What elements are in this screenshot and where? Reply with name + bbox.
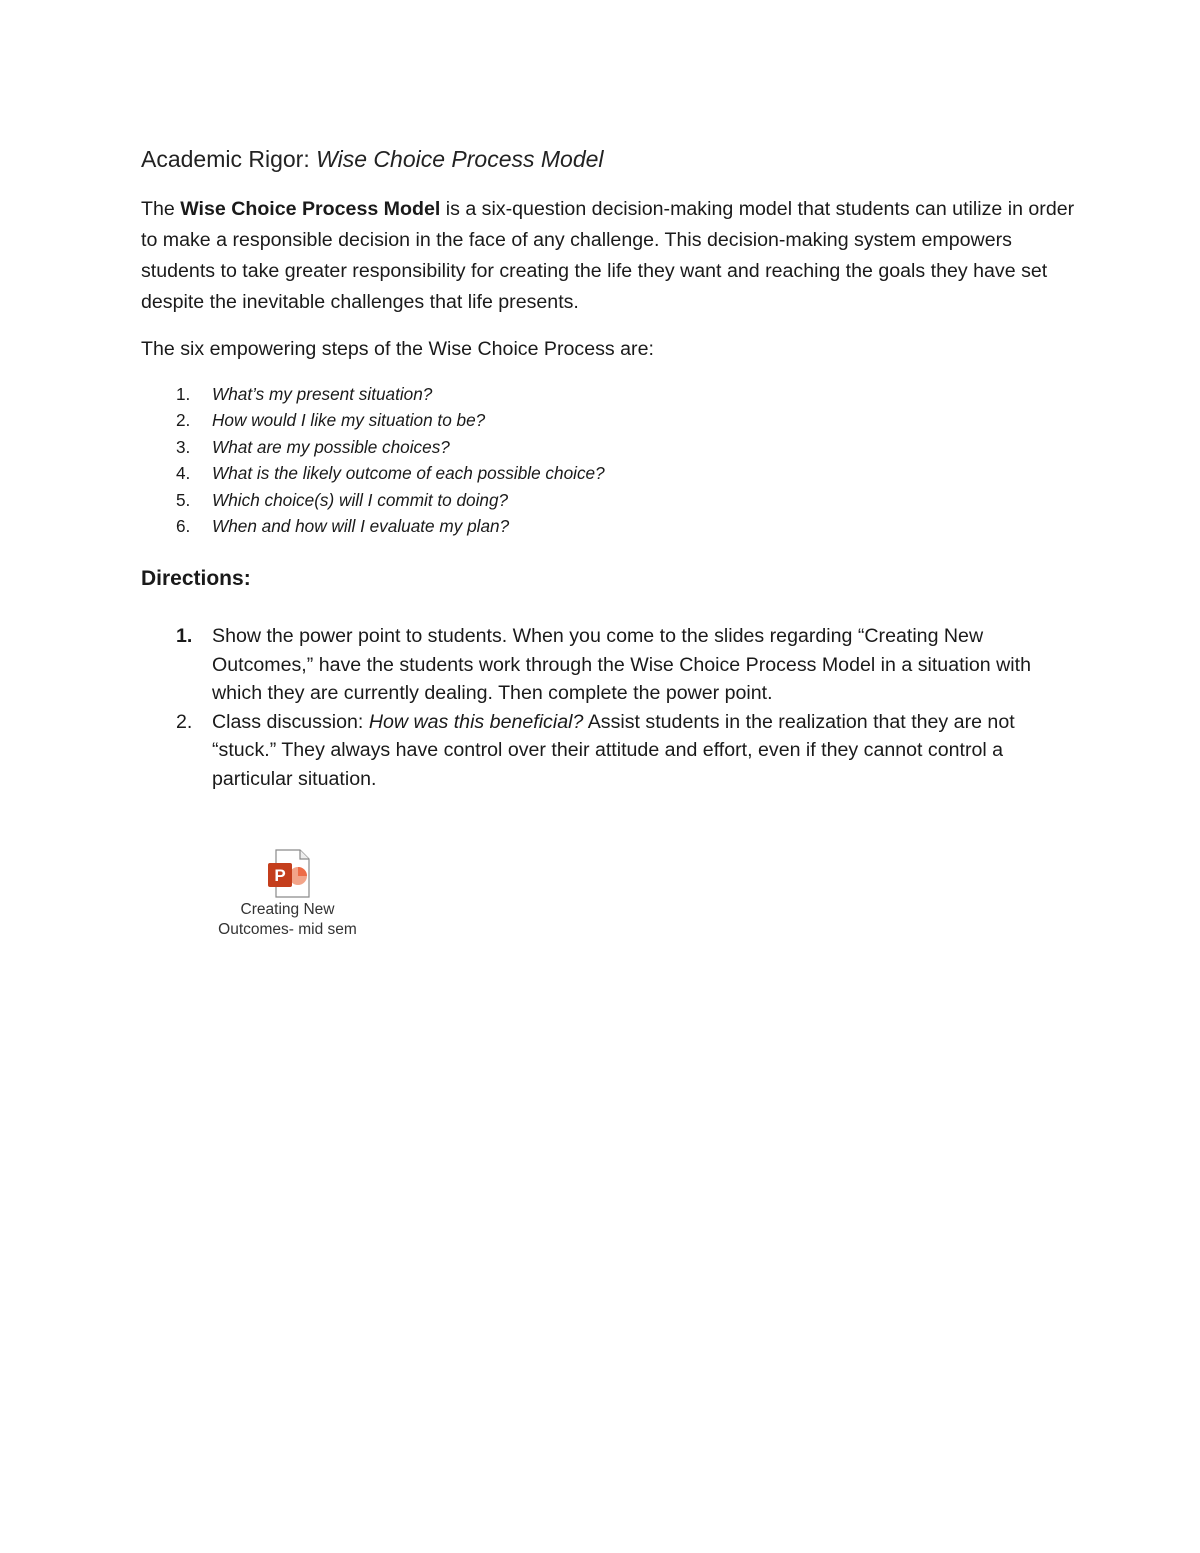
direction-number: 1. bbox=[176, 625, 193, 647]
list-item bbox=[141, 487, 605, 513]
step-text: What’s my present situation? bbox=[212, 384, 433, 404]
step-number: 4. bbox=[176, 463, 191, 484]
powerpoint-letter: P bbox=[273, 866, 286, 885]
list-item bbox=[141, 407, 605, 433]
intro-bold-term: Wise Choice Process Model bbox=[180, 198, 441, 220]
step-number: 3. bbox=[176, 436, 191, 457]
step-number: 5. bbox=[176, 489, 191, 510]
powerpoint-file-graphic bbox=[264, 849, 312, 899]
step-number: 2. bbox=[176, 410, 191, 431]
page-title bbox=[141, 143, 604, 175]
step-number: 6. bbox=[176, 515, 191, 536]
list-item bbox=[141, 622, 1071, 708]
directions-heading: Directions: bbox=[141, 567, 251, 590]
embedded-powerpoint-attachment[interactable] bbox=[200, 849, 375, 940]
list-item bbox=[141, 513, 605, 539]
step-text: What are my possible choices? bbox=[212, 436, 450, 457]
title-prefix: Academic Rigor: bbox=[141, 146, 317, 172]
steps-list bbox=[141, 381, 605, 539]
step-text: Which choice(s) will I commit to doing? bbox=[212, 489, 509, 510]
direction-rest: Assist students in the realization that they are not “stuck.” They always have control over their attitude and effort, even if they cannot control a particular situation. bbox=[212, 710, 1015, 790]
steps-lead: The six empowering steps of the Wise Choice Process are: bbox=[141, 338, 654, 360]
intro-lead: The bbox=[141, 198, 181, 220]
direction-lead: Class discussion: bbox=[212, 710, 369, 733]
powerpoint-file-icon[interactable] bbox=[264, 849, 312, 899]
step-text: What is the likely outcome of each possible choice? bbox=[212, 463, 605, 484]
intro-paragraph bbox=[141, 194, 1076, 318]
step-text: How would I like my situation to be? bbox=[212, 410, 486, 431]
direction-text: Show the power point to students. When you come to the slides regarding “Creating New Outcomes,” have the students work through the Wise Choice Process Model in a situation with which they are currently dealing. Then complete the power point. bbox=[212, 625, 1031, 705]
step-number: 1. bbox=[176, 384, 191, 404]
intro-rest: is a six-question decision-making model that students can utilize in order to make a responsible decision in the face of any challenge. This decision-making system empowers students to take greater responsibility for creating the life they want and reaching the goals they have set despite the inevitable challenges that life presents. bbox=[141, 198, 1075, 313]
attachment-label-line1[interactable]: Creating New bbox=[240, 901, 335, 918]
step-text: When and how will I evaluate my plan? bbox=[212, 515, 510, 536]
list-item bbox=[141, 708, 1071, 794]
direction-italic: How was this beneficial? bbox=[368, 710, 584, 733]
title-italic: Wise Choice Process Model bbox=[316, 146, 604, 172]
list-item bbox=[141, 381, 605, 407]
attachment-label-line2[interactable]: Outcomes- mid sem bbox=[218, 921, 357, 938]
list-item bbox=[141, 460, 605, 486]
list-item bbox=[141, 434, 605, 460]
directions-list bbox=[141, 622, 1071, 794]
direction-number: 2. bbox=[176, 710, 193, 733]
